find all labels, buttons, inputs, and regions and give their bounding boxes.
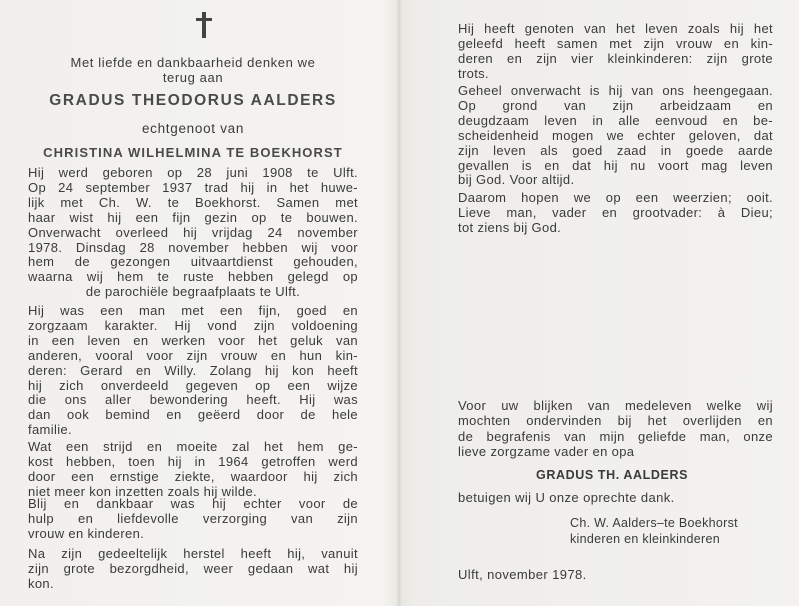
text-line: gevallen is en dat hij nu voort mag leven <box>458 157 773 173</box>
text-line: zorgzaam karakter. Hij vond zijn voldoening <box>28 317 358 333</box>
text-line: scheidenheid mogen we echter geloven, dat <box>458 127 773 143</box>
paragraph-family <box>458 22 773 82</box>
left-page <box>28 0 358 606</box>
paragraph-character <box>28 304 358 438</box>
text-line: kost hebben, toen hij in 1964 getroffen werd <box>28 453 358 469</box>
text-line: lieve zorgzame vader en opa <box>458 443 635 459</box>
deceased-name: GRADUS THEODORUS AALDERS <box>49 92 337 109</box>
text-line: hij zich onverdeeld gegeven op een wijze <box>28 377 358 393</box>
text-line: hulp en liefdevolle verzorging van zijn <box>28 510 358 526</box>
right-page <box>458 0 773 606</box>
closing-text <box>458 398 773 459</box>
paragraph-faith <box>458 84 773 188</box>
paragraph-recovery <box>28 547 358 592</box>
paragraph-illness <box>28 440 358 500</box>
text-line: bij God. Voor altijd. <box>458 172 575 188</box>
text-line: familie. <box>28 422 72 438</box>
text-line: door een ernstige ziekte, waardoor hij zich <box>28 468 358 484</box>
text-line: Hij werd geboren op 28 juni 1908 te Ulft. <box>28 165 358 180</box>
text-line: zijn grote bezorgdheid, weer gedaan wat hij <box>28 560 358 576</box>
signature-line: kinderen en kleinkinderen <box>570 532 720 546</box>
text-line: Hij heeft genoten van het leven zoals hij het <box>458 21 773 36</box>
text-line: 1978. Dinsdag 28 november hebben wij voor <box>28 239 358 255</box>
text-line: haar wist hij een fijn gezin op te bouwen. <box>28 209 358 225</box>
place-date: Ulft, november 1978. <box>458 567 587 582</box>
spouse-label: echtgenoot van <box>141 121 245 136</box>
text-line: Voor uw blijken van medeleven welke wij <box>458 398 773 413</box>
text-line: dan ook bemind en geëerd door de hele <box>28 407 358 423</box>
intro-line: Met liefde en dankbaarheid denken we <box>70 55 316 70</box>
text-line: zijn leven als goed zaad in goede aarde <box>458 142 773 158</box>
text-line: die ons aller bewondering heeft. Hij was <box>28 392 358 408</box>
text-line: de parochiële begraafplaats te Ulft. <box>85 284 301 300</box>
paragraph-biography <box>28 166 358 300</box>
text-line: trots. <box>458 65 489 81</box>
thanks-text: betuigen wij U onze oprechte dank. <box>458 490 675 505</box>
text-line: vrouw en kinderen. <box>28 525 145 541</box>
intro-line: terug aan <box>162 70 224 85</box>
text-line: hem de gezongen uitvaartdienst gehouden, <box>28 254 358 270</box>
spouse-name: CHRISTINA WILHELMINA TE BOEKHORST <box>43 145 343 160</box>
card-fold <box>396 0 402 606</box>
text-line: kon. <box>28 575 54 591</box>
text-line: Geheel onverwacht is hij van ons heengegaan. <box>458 83 773 98</box>
text-line: de begrafenis van mijn geliefde man, onze <box>458 428 773 444</box>
text-line: deren en zijn vier kleinkinderen: zijn grote <box>458 50 773 66</box>
text-line: Na zijn gedeeltelijk herstel heeft hij, vanuit <box>28 546 358 561</box>
text-line: mochten ondervinden bij het overlijden en <box>458 413 773 429</box>
text-line: Op grond van zijn arbeidzaam en <box>458 97 773 113</box>
text-line: Blij en dankbaar was hij echter voor de <box>28 496 358 511</box>
paragraph-care <box>28 497 358 542</box>
text-line: in een leven en werken voor het geluk van <box>28 332 358 348</box>
text-line: deugdzaam leven in alle eenvoud en be- <box>458 112 773 128</box>
text-line: Hij was een man met een fijn, goed en <box>28 303 358 318</box>
text-line: lijk met Ch. W. te Boekhorst. Samen met <box>28 194 358 210</box>
cross-icon <box>194 12 214 38</box>
text-line: Lieve man, vader en grootvader: à Dieu; <box>458 204 773 220</box>
text-line: Onverwacht overleed hij vrijdag 24 november <box>28 224 358 240</box>
text-line: Op 24 september 1937 trad hij in het huwe- <box>28 179 358 195</box>
intro-text <box>28 55 358 85</box>
text-line: niet meer kon inzetten zoals hij wilde. <box>28 483 257 499</box>
text-line: deren: Gerard en Willy. Zolang hij kon heeft <box>28 362 358 378</box>
paragraph-farewell <box>458 191 773 236</box>
text-line: anderen, vooral voor zijn vrouw en hun kin- <box>28 347 358 363</box>
closing-name: GRADUS TH. AALDERS <box>536 468 689 482</box>
text-line: geleefd heeft samen met zijn vrouw en kin- <box>458 35 773 51</box>
text-line: Daarom hopen we op een weerzien; ooit. <box>458 190 773 205</box>
text-line: waarna wij hem te ruste hebben gelegd op <box>28 269 358 285</box>
text-line: Wat een strijd en moeite zal het hem ge- <box>28 439 358 454</box>
text-line: tot ziens bij God. <box>458 219 562 235</box>
signature-line: Ch. W. Aalders–te Boekhorst <box>570 516 738 530</box>
